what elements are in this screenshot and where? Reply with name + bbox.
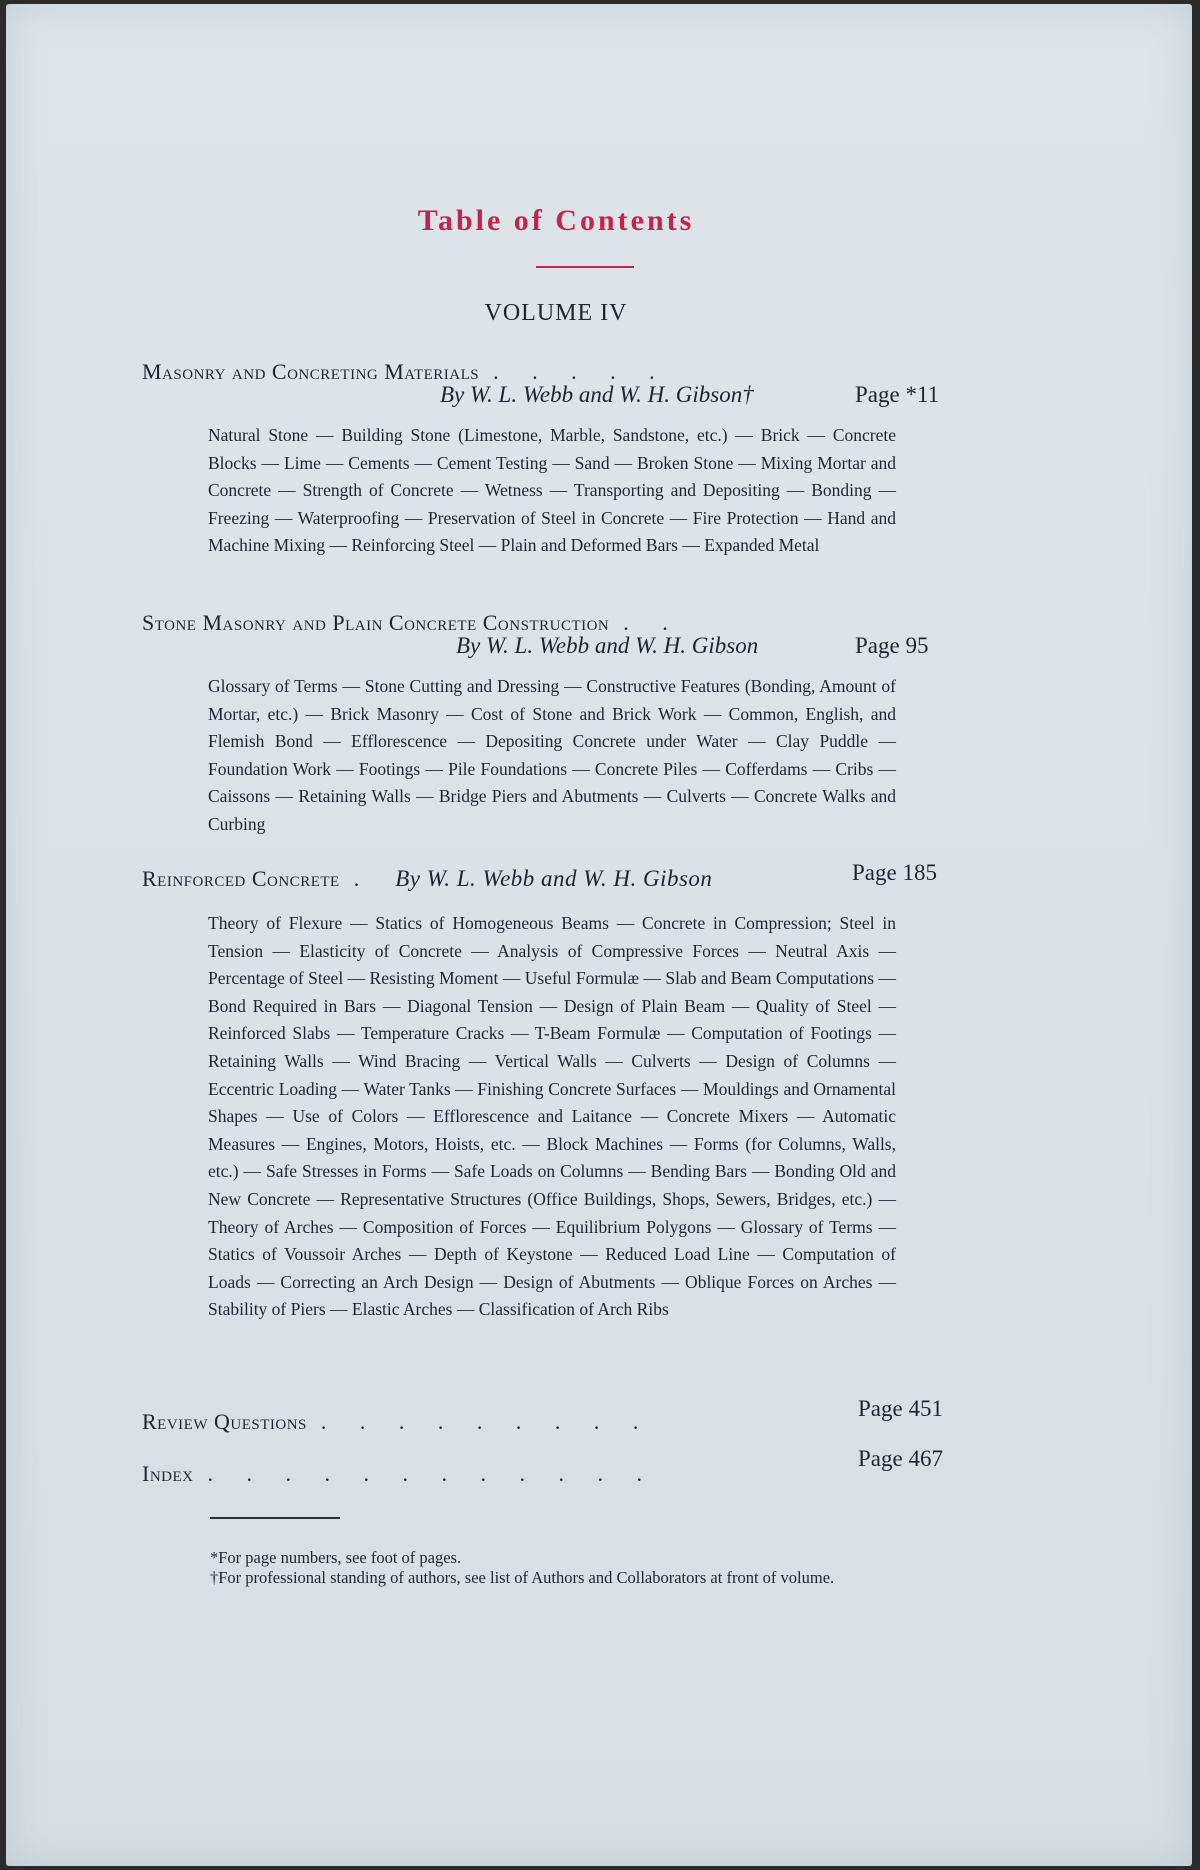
index-heading — [142, 1461, 962, 1487]
index-page-ref: Page 467 — [858, 1446, 943, 1471]
leader-dots: . — [353, 866, 374, 891]
section-byline: By W. L. Webb and W. H. Gibson† — [440, 382, 754, 407]
section-page-ref: Page *11 — [855, 382, 940, 407]
footnote-authors: †For professional standing of authors, see list of Authors and Collaborators at front of volume. — [210, 1568, 835, 1587]
section-byline: By W. L. Webb and W. H. Gibson — [395, 866, 713, 891]
section-description: Glossary of Terms — Stone Cutting and Dressing — Constructive Features (Bonding, Amount of Mortar, etc.) — Brick Masonry — Cost of Stone and Brick Work — Common, English, and Flemish Bond — Efflorescence — Depositing Concrete under Water — Clay Puddle — Foundation Work — Footings — Pile Foundations — Concrete Piles — Cofferdams — Cribs — Caissons — Retaining Walls — Bridge Piers and Abutments — Culverts — Concrete Walks and Curbing — [208, 676, 896, 834]
section-description: Theory of Flexure — Statics of Homogeneous Beams — Concrete in Compression; Steel in Tension — Elasticity of Concrete — Analysis of Compressive Forces — Neutral Axis — Percentage of Steel — Resisting Moment — Useful Formulæ — Slab and Beam Computations — Bond Required in Bars — Diagonal Tension — Design of Plain Beam — Quality of Steel — Reinforced Slabs — Temperature Cracks — T-Beam Formulæ — Computation of Footings — Retaining Walls — Wind Bracing — Vertical Walls — Culverts — Design of Columns — Eccentric Loading — Water Tanks — Finishing Concrete Surfaces — Mouldings and Ornamental Shapes — Use of Colors — Efflorescence and Laitance — Concrete Mixers — Automatic Measures — Engines, Motors, Hoists, etc. — Block Machines — Forms (for Columns, Walls, etc.) — Safe Stresses in Forms — Safe Loads on Columns — Bending Bars — Bonding Old and New Concrete — Representative Structures (Office Buildings, Shops, Sewers, Bridges, etc.) — Theory of Arches — Composition of Forces — Equilibrium Polygons — Glossary of Terms — Statics of Voussoir Arches — Depth of Keystone — Reduced Load Line — Computation of Loads — Correcting an Arch Design — Design of Abutments — Oblique Forces on Arches — Stability of Piers — Elastic Arches — Classification of Arch Ribs — [208, 913, 896, 1320]
title-underline — [536, 266, 634, 268]
leader-dots: . . . . . . . . . — [320, 1409, 653, 1434]
section-page-ref: Page 185 — [852, 860, 937, 885]
section-heading-reinforced-concrete — [142, 866, 962, 892]
section-byline: By W. L. Webb and W. H. Gibson — [456, 633, 759, 658]
section-title: Reinforced Concrete — [142, 866, 340, 891]
leader-dots: . . . . . — [493, 359, 669, 384]
footnote-rule — [210, 1517, 340, 1519]
review-questions-heading — [142, 1409, 962, 1435]
section-title: Index — [142, 1461, 194, 1486]
review-questions-page-ref: Page 451 — [858, 1396, 943, 1421]
section-title: Masonry and Concreting Materials — [142, 359, 480, 384]
section-title: Stone Masonry and Plain Concrete Construction — [142, 610, 610, 635]
volume-heading: VOLUME IV — [484, 300, 628, 326]
leader-dots: . . — [623, 610, 682, 635]
section-description: Natural Stone — Building Stone (Limestone, Marble, Sandstone, etc.) — Brick — Concrete Blocks — Lime — Cements — Cement Testing — Sand — Broken Stone — Mixing Mortar and Concrete — Strength of Concrete — Wetness — Transporting and Depositing — Bonding — Freezing — Waterproofing — Preservation of Steel in Concrete — Fire Protection — Hand and Machine Mixing — Reinforcing Steel — Plain and Deformed Bars — Expanded Metal — [208, 425, 896, 556]
section-page-ref: Page 95 — [855, 633, 929, 658]
section-title: Review Questions — [142, 1409, 307, 1434]
book-page — [6, 4, 1192, 1866]
leader-dots: . . . . . . . . . . . . — [207, 1461, 656, 1486]
page-title: Table of Contents — [417, 204, 695, 237]
footnote-page-numbers: *For page numbers, see foot of pages. — [210, 1548, 462, 1567]
